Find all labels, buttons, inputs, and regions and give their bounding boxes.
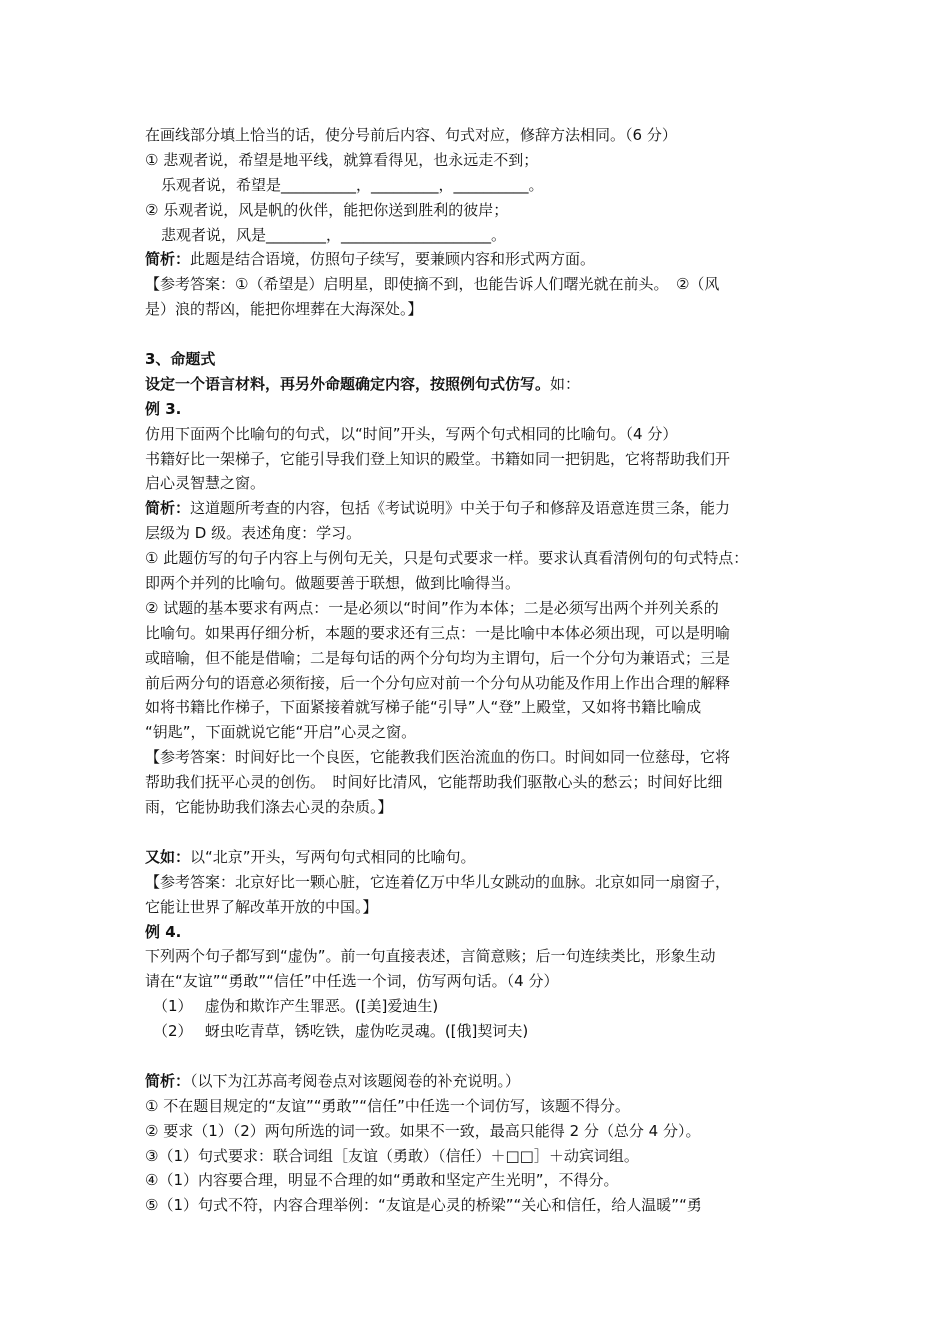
text-line — [145, 795, 825, 820]
line-text: 前后两分句的语意必须衔接，后一个分句应对前一个分句从功能及作用上作出合理的解释 — [145, 673, 731, 692]
text-line — [145, 1019, 825, 1044]
heading-text: 3、命题式 — [145, 350, 216, 369]
line-text: 即两个并列的比喻句。做题要善于联想，做到比喻得当。 — [145, 574, 521, 593]
text-line — [145, 148, 825, 173]
text-line — [145, 1168, 825, 1193]
text-line — [145, 272, 825, 297]
line-text: ② 乐观者说，风是帆的伙伴，能把你送到胜利的彼岸； — [145, 200, 509, 219]
text-line — [145, 895, 825, 920]
section-label: 简析： — [145, 1071, 191, 1090]
text-line — [145, 123, 825, 148]
line-text: 请在“友谊”“勇敢”“信任”中任选一个词，仿写两句话。（4 分） — [145, 972, 559, 991]
text-line — [145, 297, 825, 322]
line-text: （2） 蚜虫吃青草，锈吃铁，虚伪吃灵魂。([俄]契诃夫) — [153, 1022, 529, 1041]
text-line — [145, 969, 825, 994]
line-text: 启心灵智慧之窗。 — [145, 474, 266, 493]
line-text: ③（1）句式要求：联合词组［友谊（勇敢）（信任）＋□□］＋动宾词组。 — [145, 1146, 639, 1165]
line-text: 【参考答案：北京好比一颗心脏，它连着亿万中华儿女跳动的血脉。北京如同一扇窗子， — [145, 872, 731, 891]
text-line — [145, 1193, 825, 1218]
text-line — [145, 745, 825, 770]
text-line — [145, 447, 825, 472]
blank-line — [145, 322, 825, 347]
text-line — [145, 845, 825, 870]
line-text: ① 此题仿写的句子内容上与例句无关，只是句式要求一样。要求认真看清例句的句式特点： — [145, 549, 749, 568]
text-line — [145, 397, 825, 422]
text-line — [145, 870, 825, 895]
line-text: ④（1）内容要合理，明显不合理的如“勇敢和坚定产生光明”，不得分。 — [145, 1171, 619, 1190]
blank-line — [145, 820, 825, 845]
text-line — [145, 546, 825, 571]
text-line — [145, 671, 825, 696]
line-text: 是）浪的帮凶，能把你埋葬在大海深处。】 — [145, 300, 423, 319]
heading-text: 例 3. — [145, 399, 182, 418]
section-label: 简析： — [145, 250, 191, 269]
line-text: 悲观者说，风是________，____________________。 — [161, 225, 507, 244]
text-line — [145, 173, 825, 198]
line-text: ① 悲观者说，希望是地平线，就算看得见，也永远走不到； — [145, 150, 539, 169]
line-text: “钥匙”，下面就说它能“开启”心灵之窗。 — [145, 723, 417, 742]
text-line — [145, 571, 825, 596]
line-text: 帮助我们抚平心灵的创伤。 时间好比清风，它能帮助我们驱散心头的愁云；时间好比细 — [145, 773, 723, 792]
line-text: 这道题所考查的内容，包括《考试说明》中关于句子和修辞及语意连贯三条，能力 — [190, 499, 731, 518]
text-line — [145, 994, 825, 1019]
line-text: 如将书籍比作梯子，下面紧接着就写梯子能“引导”人“登”上殿堂，又如将书籍比喻成 — [145, 698, 702, 717]
blank-line — [145, 1044, 825, 1069]
text-line — [145, 720, 825, 745]
line-text: ② 要求（1）（2）两句所选的词一致。如果不一致，最高只能得 2 分（总分 4 分）。 — [145, 1121, 701, 1140]
text-line — [145, 223, 825, 248]
text-line — [145, 521, 825, 546]
line-text: 以“北京”开头，写两句句式相同的比喻句。 — [190, 847, 476, 866]
text-line — [145, 347, 825, 372]
line-tail: 如： — [550, 374, 581, 393]
text-line — [145, 471, 825, 496]
text-line — [145, 695, 825, 720]
line-text: 此题是结合语境，仿照句子续写，要兼顾内容和形式两方面。 — [190, 250, 596, 269]
text-line — [145, 1144, 825, 1169]
text-line — [145, 198, 825, 223]
line-text: 比喻句。如果再仔细分析，本题的要求还有三点：一是比喻中本体必须出现，可以是明喻 — [145, 623, 731, 642]
line-text: 【参考答案：①（希望是）启明星，即使摘不到，也能告诉人们曙光就在前头。 ②（风 — [145, 275, 720, 294]
line-text: 层级为 D 级。表述角度：学习。 — [145, 524, 362, 543]
line-text: （以下为江苏高考阅卷点对该题阅卷的补充说明。） — [190, 1071, 521, 1090]
line-text: （1） 虚伪和欺诈产生罪恶。([美]爱迪生) — [153, 997, 439, 1016]
text-line — [145, 372, 825, 397]
line-text: 在画线部分填上恰当的话，使分号前后内容、句式对应，修辞方法相同。（6 分） — [145, 126, 677, 144]
line-text: 它能让世界了解改革开放的中国。】 — [145, 897, 378, 916]
text-line — [145, 596, 825, 621]
line-text: 书籍好比一架梯子，它能引导我们登上知识的殿堂。书籍如同一把钥匙，它将帮助我们开 — [145, 449, 731, 468]
text-line — [145, 770, 825, 795]
section-label: 简析： — [145, 499, 191, 518]
line-text: ⑤（1）句式不符，内容合理举例：“友谊是心灵的桥梁”“关心和信任，给人温暖”“勇 — [145, 1196, 702, 1215]
text-line — [145, 1094, 825, 1119]
line-text: 或暗喻，但不能是借喻；二是每句话的两个分句均为主谓句，后一个分句为兼语式；三是 — [145, 648, 731, 667]
text-line — [145, 1119, 825, 1144]
text-line — [145, 1069, 825, 1094]
text-line — [145, 920, 825, 945]
line-text: 【参考答案：时间好比一个良医，它能教我们医治流血的伤口。时间如同一位慈母，它将 — [145, 748, 731, 767]
heading-text: 设定一个语言材料，再另外命题确定内容，按照例句式仿写。 — [145, 374, 551, 393]
line-text: 乐观者说，希望是__________，_________，__________。 — [161, 175, 544, 194]
text-line — [145, 247, 825, 272]
text-line — [145, 646, 825, 671]
text-line — [145, 496, 825, 521]
line-text: ① 不在题目规定的“友谊”“勇敢”“信任”中任选一个词仿写，该题不得分。 — [145, 1096, 630, 1115]
text-line — [145, 621, 825, 646]
document-body — [145, 123, 825, 1218]
heading-text: 例 4. — [145, 922, 182, 941]
line-text: 雨，它能协助我们涤去心灵的杂质。】 — [145, 798, 393, 817]
text-line — [145, 944, 825, 969]
text-line — [145, 422, 825, 447]
line-text: 仿用下面两个比喻句的句式，以“时间”开头，写两个句式相同的比喻句。（4 分） — [145, 424, 678, 443]
section-label: 又如： — [145, 847, 191, 866]
line-text: ② 试题的基本要求有两点：一是必须以“时间”作为本体；二是必须写出两个并列关系的 — [145, 598, 719, 617]
line-text: 下列两个句子都写到“虚伪”。前一句直接表述，言简意赅；后一句连续类比，形象生动 — [145, 947, 716, 966]
